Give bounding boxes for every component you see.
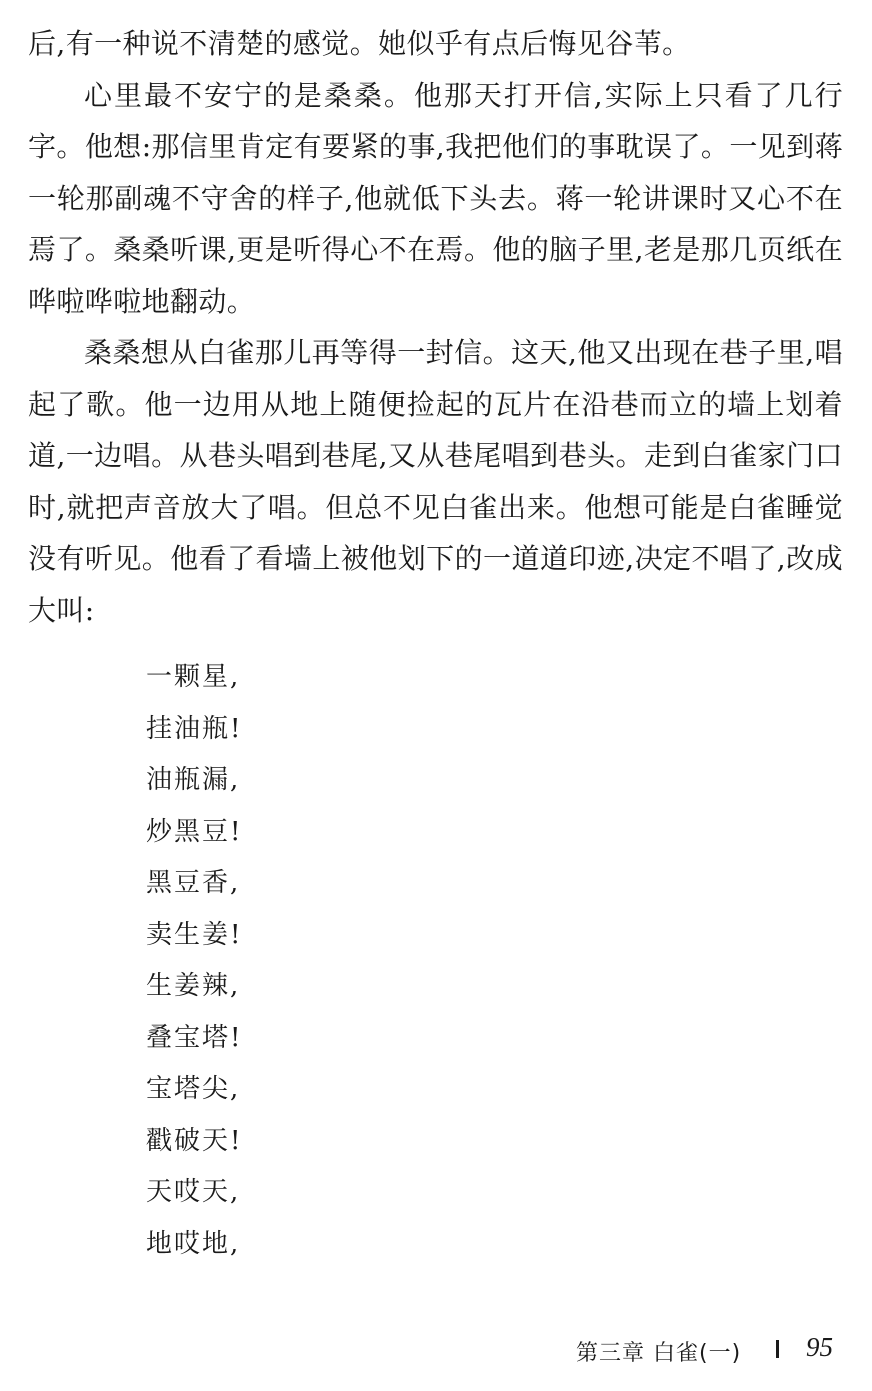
rhyme-line: 叠宝塔! xyxy=(146,1022,243,1053)
paragraph: 桑桑想从白雀那儿再等得一封信。这天,他又出现在巷子里,唱起了歌。他一边用从地上随便捡起的瓦片在沿巷而立的墙上划着道,一边唱。从巷头唱到巷尾,又从巷尾唱到巷头。走到白雀家门口时,就把声音放大了唱。但总不见白雀出来。他想可能是白雀睡觉没有听见。他看了看墙上被他划下的一道道印迹,决定不唱了,改成大叫: xyxy=(28,336,843,627)
rhyme-line: 地哎地, xyxy=(146,1228,241,1259)
rhyme-line: 宝塔尖, xyxy=(146,1074,241,1104)
footer-separator xyxy=(776,1340,779,1358)
rhyme-line: 戳破天! xyxy=(146,1125,243,1156)
rhyme-line: 生姜辣, xyxy=(146,971,241,1001)
rhyme-line: 卖生姜! xyxy=(146,919,243,950)
paragraph: 心里最不安宁的是桑桑。他那天打开信,实际上只看了几行字。他想:那信里肯定有要紧的事,我把他们的事耽误了。一见到蒋一轮那副魂不守舍的样子,他就低下头去。蒋一轮讲课时又心不在焉了。桑桑听课,更是听得心不在焉。他的脑子里,老是那几页纸在哗啦哗啦地翻动。 xyxy=(28,78,843,318)
rhyme-line: 油瓶漏, xyxy=(146,765,241,795)
rhyme-line: 炒黑豆! xyxy=(146,816,243,847)
rhyme-line: 挂油瓶! xyxy=(146,713,243,744)
running-footer-chapter: 第三章 白雀(一) xyxy=(576,1341,742,1366)
page-number: 95 xyxy=(806,1332,833,1362)
rhyme-line: 黑豆香, xyxy=(146,868,241,898)
page-footer xyxy=(560,1330,850,1370)
rhyme-line: 一颗星, xyxy=(146,662,241,692)
nursery-rhyme xyxy=(146,652,446,1270)
rhyme-line: 天哎天, xyxy=(146,1177,241,1207)
prose-body xyxy=(28,18,843,636)
paragraph: 后,有一种说不清楚的感觉。她似乎有点后悔见谷苇。 xyxy=(28,27,691,60)
